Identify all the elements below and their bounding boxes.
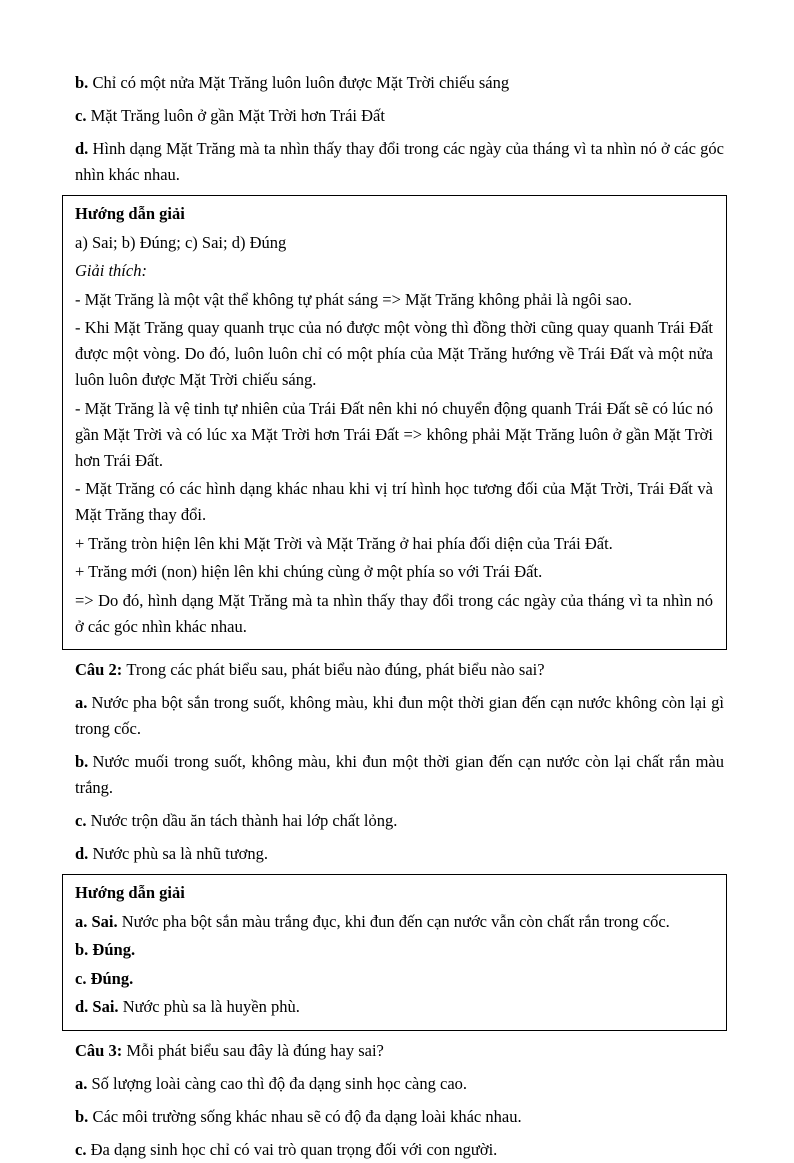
option-label: a. xyxy=(75,1073,88,1093)
option-row xyxy=(75,690,724,742)
option-row xyxy=(75,136,724,188)
option-row xyxy=(75,103,724,129)
solution-explain-label: Giải thích: xyxy=(75,261,147,280)
solution-item-text: Nước phù sa là huyền phù. xyxy=(122,997,300,1016)
option-text: Nước pha bột sắn trong suốt, không màu, khi đun một thời gian đến cạn nước không còn lại gì trong cốc. xyxy=(75,693,724,738)
solution-item xyxy=(75,937,713,963)
option-row xyxy=(75,1137,724,1163)
solution-paragraph: - Mặt Trăng là vệ tinh tự nhiên của Trái Đất nên khi nó chuyển động quanh Trái Đất sẽ có lúc nó gần Mặt Trời và có lúc xa Mặt Trời hơn Trái Đất => không phải Mặt Trăng luôn ở gần Mặt Trời hơn Trái Đất. xyxy=(75,398,713,470)
option-row xyxy=(75,808,724,834)
question3 xyxy=(75,1038,724,1163)
option-text: Mặt Trăng luôn ở gần Mặt Trời hơn Trái Đất xyxy=(90,106,385,125)
solution-title: Hướng dẫn giải xyxy=(75,883,185,902)
option-label: c. xyxy=(75,811,87,830)
option-text: Nước phù sa là nhũ tương. xyxy=(92,844,268,863)
option-label: d. xyxy=(75,844,89,863)
option-label: a. xyxy=(75,693,88,712)
option-row xyxy=(75,70,724,96)
solution-paragraph: - Mặt Trăng có các hình dạng khác nhau khi vị trí hình học tương đối của Mặt Trời, Trái Đất và Mặt Trăng thay đổi. xyxy=(75,479,713,524)
solution-verdict: b. Đúng. xyxy=(75,940,136,959)
option-text: Chỉ có một nửa Mặt Trăng luôn luôn được Mặt Trời chiếu sáng xyxy=(92,73,510,92)
option-text: Số lượng loài càng cao thì độ đa dạng sinh học càng cao. xyxy=(91,1073,468,1093)
question1-options xyxy=(75,70,724,188)
option-text: Các môi trường sống khác nhau sẽ có độ đa dạng loài khác nhau. xyxy=(92,1106,522,1126)
option-label: c. xyxy=(75,1139,87,1159)
solution-paragraph: - Khi Mặt Trăng quay quanh trục của nó được một vòng thì đồng thời cũng quay quanh Trái Đất được một vòng. Do đó, luôn luôn chỉ có một phía của Mặt Trăng hướng về Trái Đất và một nửa luôn luôn được Mặt Trời chiếu sáng. xyxy=(75,318,713,389)
option-row xyxy=(75,1071,724,1097)
question2 xyxy=(75,657,724,867)
solution-box-2 xyxy=(62,874,727,1031)
question-text: Mỗi phát biểu sau đây là đúng hay sai? xyxy=(126,1040,384,1060)
option-text: Đa dạng sinh học chỉ có vai trò quan trọng đối với con người. xyxy=(90,1139,498,1159)
solution-item xyxy=(75,966,713,992)
option-label: b. xyxy=(75,752,89,771)
option-text: Hình dạng Mặt Trăng mà ta nhìn thấy thay đổi trong các ngày của tháng vì ta nhìn nó ở các góc nhìn khác nhau. xyxy=(75,139,724,184)
solution-item-text: Nước pha bột sắn màu trắng đục, khi đun đến cạn nước vẫn còn chất rắn trong cốc. xyxy=(121,911,670,931)
option-label: b. xyxy=(75,1106,89,1126)
question-number: Câu 2: xyxy=(75,660,123,679)
option-label: c. xyxy=(75,106,87,125)
solution-verdict: c. Đúng. xyxy=(75,968,134,988)
solution-verdict: d. Sai. xyxy=(75,997,119,1016)
solution-box-1 xyxy=(62,195,727,650)
solution-verdict: a. Sai. xyxy=(75,911,118,931)
option-row xyxy=(75,841,724,867)
solution-paragraph: => Do đó, hình dạng Mặt Trăng mà ta nhìn thấy thay đổi trong các ngày của tháng vì ta nhìn nó ở các góc nhìn khác nhau. xyxy=(75,590,713,636)
solution-title: Hướng dẫn giải xyxy=(75,204,185,223)
option-row xyxy=(75,1104,724,1130)
solution-answer-line: a) Sai; b) Đúng; c) Sai; d) Đúng xyxy=(75,232,287,252)
option-text: Nước muối trong suốt, không màu, khi đun một thời gian đến cạn nước còn lại chất rắn màu trắng. xyxy=(75,752,724,797)
question-number: Câu 3: xyxy=(75,1040,123,1060)
solution-paragraph: + Trăng mới (non) hiện lên khi chúng cùng ở một phía so với Trái Đất. xyxy=(75,562,543,581)
solution-paragraph: - Mặt Trăng là một vật thể không tự phát sáng => Mặt Trăng không phải là ngôi sao. xyxy=(75,289,632,309)
option-text: Nước trộn dầu ăn tách thành hai lớp chất lỏng. xyxy=(90,811,398,830)
solution-paragraph: + Trăng tròn hiện lên khi Mặt Trời và Mặt Trăng ở hai phía đối diện của Trái Đất. xyxy=(75,533,613,553)
question-text: Trong các phát biểu sau, phát biểu nào đúng, phát biểu nào sai? xyxy=(126,660,545,679)
option-row xyxy=(75,749,724,801)
option-label: b. xyxy=(75,73,89,92)
question-title xyxy=(75,1038,724,1064)
option-label: d. xyxy=(75,139,89,158)
question-title xyxy=(75,657,724,683)
solution-item xyxy=(75,994,713,1020)
solution-item xyxy=(75,909,713,935)
